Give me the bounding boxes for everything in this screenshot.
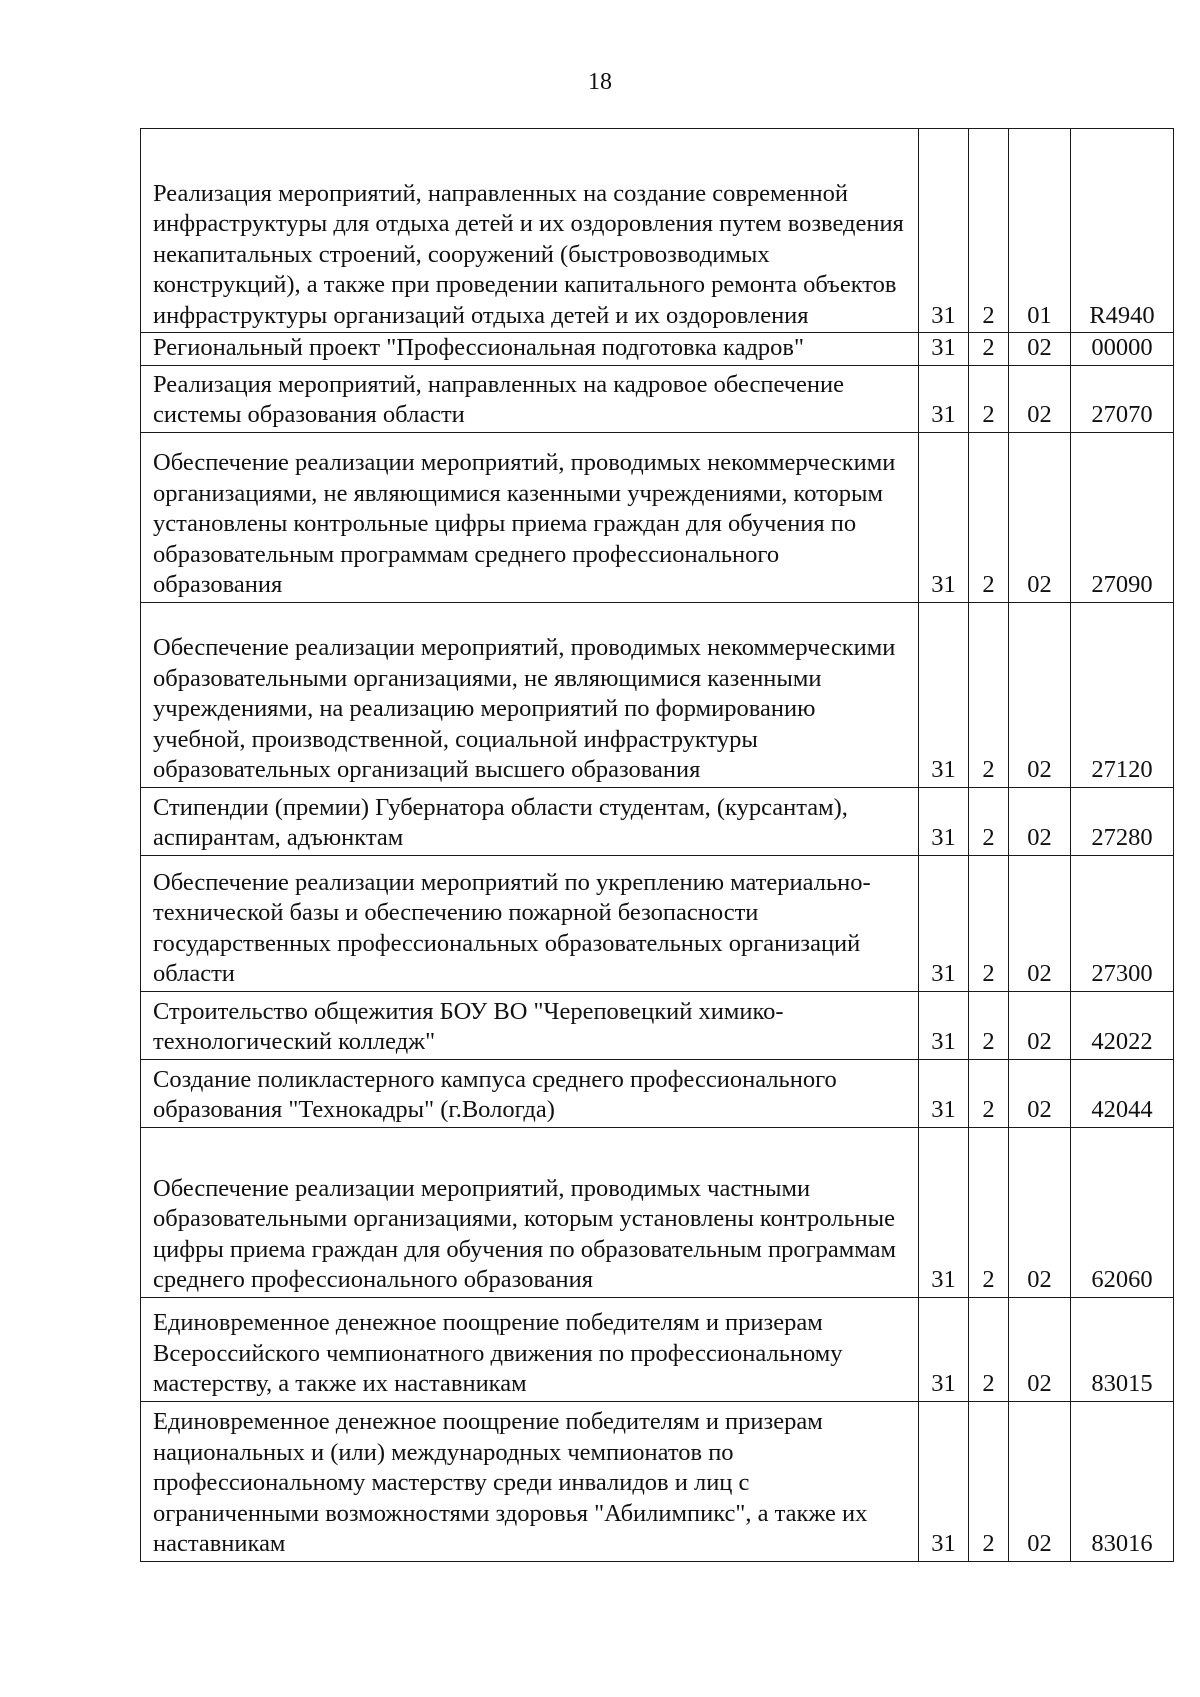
project-code: 02 bbox=[1009, 787, 1071, 855]
direction-code: R4940 bbox=[1071, 129, 1174, 333]
project-code: 02 bbox=[1009, 1127, 1071, 1297]
direction-code: 27070 bbox=[1071, 365, 1174, 432]
row-name: Строительство общежития БОУ ВО "Череповецкий химико-технологический колледж" bbox=[141, 991, 919, 1059]
program-code: 31 bbox=[919, 365, 969, 432]
table-row bbox=[141, 602, 1174, 787]
table-row bbox=[141, 1059, 1174, 1127]
subprogram-code: 2 bbox=[969, 365, 1009, 432]
program-code: 31 bbox=[919, 1127, 969, 1297]
direction-code: 00000 bbox=[1071, 333, 1174, 366]
table-row bbox=[141, 129, 1174, 333]
project-code: 02 bbox=[1009, 1401, 1071, 1561]
row-name: Обеспечение реализации мероприятий, проводимых частными образовательными организациями, которым установлены контрольные цифры приема граждан для обучения по образовательным программам среднего профессионального образования bbox=[141, 1127, 919, 1297]
program-code: 31 bbox=[919, 991, 969, 1059]
program-code: 31 bbox=[919, 129, 969, 333]
program-code: 31 bbox=[919, 432, 969, 602]
project-code: 02 bbox=[1009, 855, 1071, 991]
row-name: Создание поликластерного кампуса среднего профессионального образования "Технокадры" (г.Вологда) bbox=[141, 1059, 919, 1127]
project-code: 02 bbox=[1009, 1059, 1071, 1127]
table-row bbox=[141, 333, 1174, 366]
direction-code: 27090 bbox=[1071, 432, 1174, 602]
program-code: 31 bbox=[919, 787, 969, 855]
subprogram-code: 2 bbox=[969, 432, 1009, 602]
project-code: 02 bbox=[1009, 432, 1071, 602]
project-code: 02 bbox=[1009, 602, 1071, 787]
row-name: Реализация мероприятий, направленных на создание современной инфраструктуры для отдыха детей и их оздоровления путем возведения некапитальных строений, сооружений (быстровозводимых конструкций), а также при проведении капитального ремонта объектов инфраструктуры организаций отдыха детей и их оздоровления bbox=[141, 129, 919, 333]
program-code: 31 bbox=[919, 333, 969, 366]
row-name: Обеспечение реализации мероприятий по укреплению материально-технической базы и обеспечению пожарной безопасности государственных профессиональных образовательных организаций области bbox=[141, 855, 919, 991]
page-number: 18 bbox=[588, 69, 612, 95]
subprogram-code: 2 bbox=[969, 333, 1009, 366]
row-name: Стипендии (премии) Губернатора области студентам, (курсантам), аспирантам, адъюнктам bbox=[141, 787, 919, 855]
subprogram-code: 2 bbox=[969, 1297, 1009, 1401]
table-row bbox=[141, 1401, 1174, 1561]
subprogram-code: 2 bbox=[969, 855, 1009, 991]
program-code: 31 bbox=[919, 602, 969, 787]
program-code: 31 bbox=[919, 1401, 969, 1561]
direction-code: 27280 bbox=[1071, 787, 1174, 855]
program-code: 31 bbox=[919, 1059, 969, 1127]
project-code: 02 bbox=[1009, 991, 1071, 1059]
subprogram-code: 2 bbox=[969, 602, 1009, 787]
direction-code: 83015 bbox=[1071, 1297, 1174, 1401]
table-row bbox=[141, 855, 1174, 991]
subprogram-code: 2 bbox=[969, 1059, 1009, 1127]
subprogram-code: 2 bbox=[969, 991, 1009, 1059]
row-name: Реализация мероприятий, направленных на кадровое обеспечение системы образования области bbox=[141, 365, 919, 432]
direction-code: 27120 bbox=[1071, 602, 1174, 787]
table-row bbox=[141, 432, 1174, 602]
budget-classification-table bbox=[140, 128, 1174, 1562]
table-row bbox=[141, 991, 1174, 1059]
table-row bbox=[141, 787, 1174, 855]
direction-code: 42022 bbox=[1071, 991, 1174, 1059]
project-code: 01 bbox=[1009, 129, 1071, 333]
subprogram-code: 2 bbox=[969, 1401, 1009, 1561]
direction-code: 83016 bbox=[1071, 1401, 1174, 1561]
row-name: Региональный проект "Профессиональная подготовка кадров" bbox=[141, 333, 919, 366]
subprogram-code: 2 bbox=[969, 1127, 1009, 1297]
table-row bbox=[141, 365, 1174, 432]
program-code: 31 bbox=[919, 855, 969, 991]
table-row bbox=[141, 1297, 1174, 1401]
row-name: Обеспечение реализации мероприятий, проводимых некоммерческими организациями, не являющимися казенными учреждениями, которым установлены контрольные цифры приема граждан для обучения по образовательным программам среднего профессионального образования bbox=[141, 432, 919, 602]
direction-code: 42044 bbox=[1071, 1059, 1174, 1127]
project-code: 02 bbox=[1009, 365, 1071, 432]
program-code: 31 bbox=[919, 1297, 969, 1401]
table-row bbox=[141, 1127, 1174, 1297]
project-code: 02 bbox=[1009, 1297, 1071, 1401]
row-name: Единовременное денежное поощрение победителям и призерам национальных и (или) международных чемпионатов по профессиональному мастерству среди инвалидов и лиц с ограниченными возможностями здоровья "Абилимпикс", а также их наставникам bbox=[141, 1401, 919, 1561]
direction-code: 27300 bbox=[1071, 855, 1174, 991]
project-code: 02 bbox=[1009, 333, 1071, 366]
direction-code: 62060 bbox=[1071, 1127, 1174, 1297]
row-name: Единовременное денежное поощрение победителям и призерам Всероссийского чемпионатного движения по профессиональному мастерству, а также их наставникам bbox=[141, 1297, 919, 1401]
subprogram-code: 2 bbox=[969, 787, 1009, 855]
subprogram-code: 2 bbox=[969, 129, 1009, 333]
row-name: Обеспечение реализации мероприятий, проводимых некоммерческими образовательными организациями, не являющимися казенными учреждениями, на реализацию мероприятий по формированию учебной, производственной, социальной инфраструктуры образовательных организаций высшего образования bbox=[141, 602, 919, 787]
